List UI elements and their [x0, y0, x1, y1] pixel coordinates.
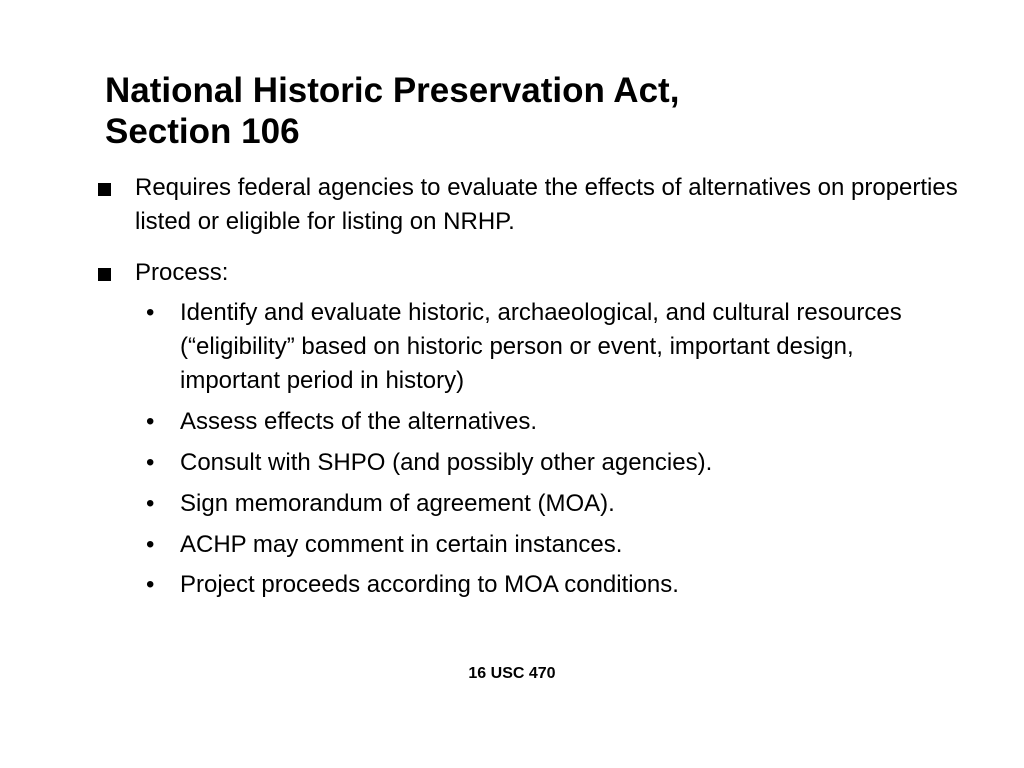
sub-bullet-item — [146, 446, 946, 480]
sub-bullet-text: Consult with SHPO (and possibly other agencies). — [180, 449, 713, 476]
sub-bullet-item — [146, 405, 946, 439]
slide-title-line-2: Section 106 — [105, 112, 300, 151]
bullet-item-process — [98, 256, 958, 290]
bullet-text: Requires federal agencies to evaluate the effects of alternatives on properties listed or eligible for listing on NRHP. — [135, 174, 958, 235]
slide-title-line-1: National Historic Preservation Act, — [105, 71, 680, 110]
sub-bullet-text: Identify and evaluate historic, archaeological, and cultural resources (“eligibility” based on historic person or event, important design, important period in history) — [180, 299, 902, 394]
bullet-text: Process: — [135, 259, 229, 286]
sub-bullet-text: Project proceeds according to MOA conditions. — [180, 571, 679, 598]
dot-bullet-icon: • — [146, 490, 155, 517]
sub-bullet-text: ACHP may comment in certain instances. — [180, 531, 623, 558]
bullet-item-requirements — [98, 171, 958, 239]
dot-bullet-icon: • — [146, 531, 155, 558]
dot-bullet-icon: • — [146, 571, 155, 598]
sub-bullet-text: Assess effects of the alternatives. — [180, 408, 538, 435]
dot-bullet-icon: • — [146, 408, 155, 435]
sub-bullet-item — [146, 487, 946, 521]
sub-bullet-item — [146, 296, 946, 398]
square-bullet-icon — [98, 268, 111, 281]
square-bullet-icon — [98, 183, 111, 196]
sub-bullet-item — [146, 568, 946, 602]
sub-bullet-text: Sign memorandum of agreement (MOA). — [180, 490, 615, 517]
sub-bullet-item — [146, 528, 946, 562]
dot-bullet-icon: • — [146, 299, 155, 326]
dot-bullet-icon: • — [146, 449, 155, 476]
slide-footer-citation: 16 USC 470 — [468, 665, 556, 682]
